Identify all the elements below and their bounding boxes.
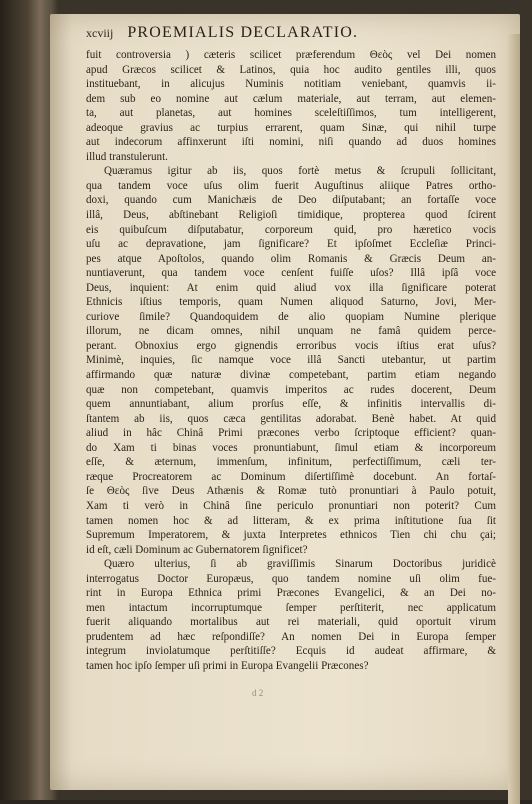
text-line: Supremum Imperatorem, & juxta Interpretes ethnicos Tien chi chu çai; [86, 529, 496, 542]
text-line: aut indecorum affinxerunt iſti nomini, niſi quando ad duos homines [86, 136, 496, 149]
text-line: integrum inviolatumque perſtitiſſe? Ecquis id audeat affirmare, & [86, 645, 496, 658]
text-line: ſe Θεὸς ſive Deus Athænis & Romæ tutò pronuntiari à Paulo potuit, [86, 485, 496, 498]
text-line: quem annuntiabant, alium prorſus eſſe, & infinitis intervallis di- [86, 398, 496, 411]
text-line: uſu ac depravatione, jam ſignificare? Et ipſoſmet Eccleſiæ Princi- [86, 238, 496, 251]
text-line: tamen hoc ipſo ſemper uſi primi in Europa Evangelii Præcones? [86, 659, 369, 672]
running-title: PROEMIALIS DECLARATIO. [127, 24, 359, 41]
text-line: Deus, inquient: At enim quid aliud vox illa ſignificare poterat [86, 281, 496, 294]
text-line: fuit controversia ) cæteris scilicet præferendum Θεὸς vel Dei nomen [86, 49, 496, 61]
text-line: eis quibuſcum diſputabatur, corporeum quid, pro hæretico vocis [86, 223, 496, 236]
text-line: Quæramus igitur ab iis, quos fortè metus & ſcrupuli ſollicitant, [104, 165, 496, 178]
page-edge [508, 34, 520, 804]
text-line: illorum, ne dicam omnes, nihil unquam ne famâ quidem perce- [86, 325, 496, 338]
text-line: interrogatus Doctor Europæus, quo tandem nomine uſi olim fue- [86, 572, 496, 585]
text-line: perant. Obnoxius ergo gignendis erroribus vocis iſtius erat uſus? [86, 339, 496, 352]
text-line: Ethnicis iſtius temporis, quam Numen aliquod Saturno, Jovi, Mer- [86, 296, 496, 309]
text-line: dem sub eo nomine aut cælum materiale, aut terram, aut elemen- [86, 92, 496, 105]
text-line: fuerit aliquando mortalibus aut rei materiali, quid oportuit virum [86, 616, 496, 629]
text-line: illâ, Deus, abſtinebant Religioſi timidique, propterea quod ſcirent [86, 209, 496, 222]
page-header [86, 26, 496, 46]
text-line: tamen nomen hoc & ad litteram, & ex prima inſtitutione ſua ſit [86, 514, 496, 527]
text-line: quæ non competebant, quamvis imperitos ac rudes docerent, Deum [86, 383, 496, 396]
text-line: doxi, quando cum Manichæis de Deo diſputabant; an fortaſſe voce [86, 194, 496, 207]
text-line: Xam ti verò in Chinâ ſine periculo pronuntiari non poterit? Cum [86, 499, 496, 512]
text-line: prudentem ad hæc reſpondiſſe? An nomen Dei in Europa ſemper [86, 630, 496, 643]
page-text [86, 26, 496, 674]
text-line: Quæro ulterius, ſi ab graviſſimis Sinarum Doctoribus juridicè [104, 558, 496, 571]
text-line: adeoque gravius ac turpius errarent, quam Sinæ, qui nihil turpe [86, 121, 496, 134]
text-line: pes atque Apoſtolos, quando olim Romanis & Græcis Deum an- [86, 252, 496, 265]
folio-number: xcviij [86, 26, 114, 40]
book-spine [0, 0, 50, 800]
text-line: ta, aut planetas, aut homines sceleſtiſſimos, tum intelligerent, [86, 107, 496, 120]
text-line: men intactum incorruptumque ſemper perſtiterit, nec applicatum [86, 601, 496, 614]
text-line: qua tandem voce uſus olim fuerit Auguſtinus aliique Patres ortho- [86, 179, 496, 192]
text-line: apud Græcos scilicet & Latinos, quia hoc audito gentiles illi, quos [86, 63, 496, 76]
text-line: do Xam ti binas voces pronuntiabunt, ſimul etiam & incorporeum [86, 441, 496, 454]
text-line: Minimè, inquies, ſic namque voce illâ Sancti utebantur, ut partim [86, 354, 496, 367]
text-line: rint in Europa Ethnica primi Præcones Evangelici, & an Dei no- [86, 587, 496, 600]
text-line: eſſe, & æternum, immenſum, infinitum, perfectiſſimum, cæli ter- [86, 456, 496, 469]
text-line: affirmando quæ naturæ divinæ competebant, partim etiam negando [86, 369, 496, 382]
text-line: id eſt, cæli Dominum ac Gubernatorem ſignificet? [86, 543, 308, 556]
text-line: illud transtulerunt. [86, 150, 168, 163]
text-lines [86, 48, 496, 674]
text-line: aliud in hâc Chinâ Primi præcones verbo ſcriptoque efficient? quan- [86, 427, 496, 440]
text-line: ſtantem ab iis, quos cæca gentilitas adorabat. Benè habet. At quid [86, 412, 496, 425]
text-line: curiove ſimile? Quandoquidem de alio quopiam Numine plerique [86, 310, 496, 323]
signature-mark: d 2 [252, 688, 264, 698]
text-line: instituebant, in alicujus Numinis notitiam veniebant, quamvis ii- [86, 78, 496, 91]
text-line: nuntiaverunt, qua tandem voce cenſent fuiſſe uſos? Illâ ipſâ voce [86, 267, 496, 280]
text-line: ræque Procreatorem ac Dominum diſertiſſimè docebunt. An fortaſ- [86, 470, 496, 483]
